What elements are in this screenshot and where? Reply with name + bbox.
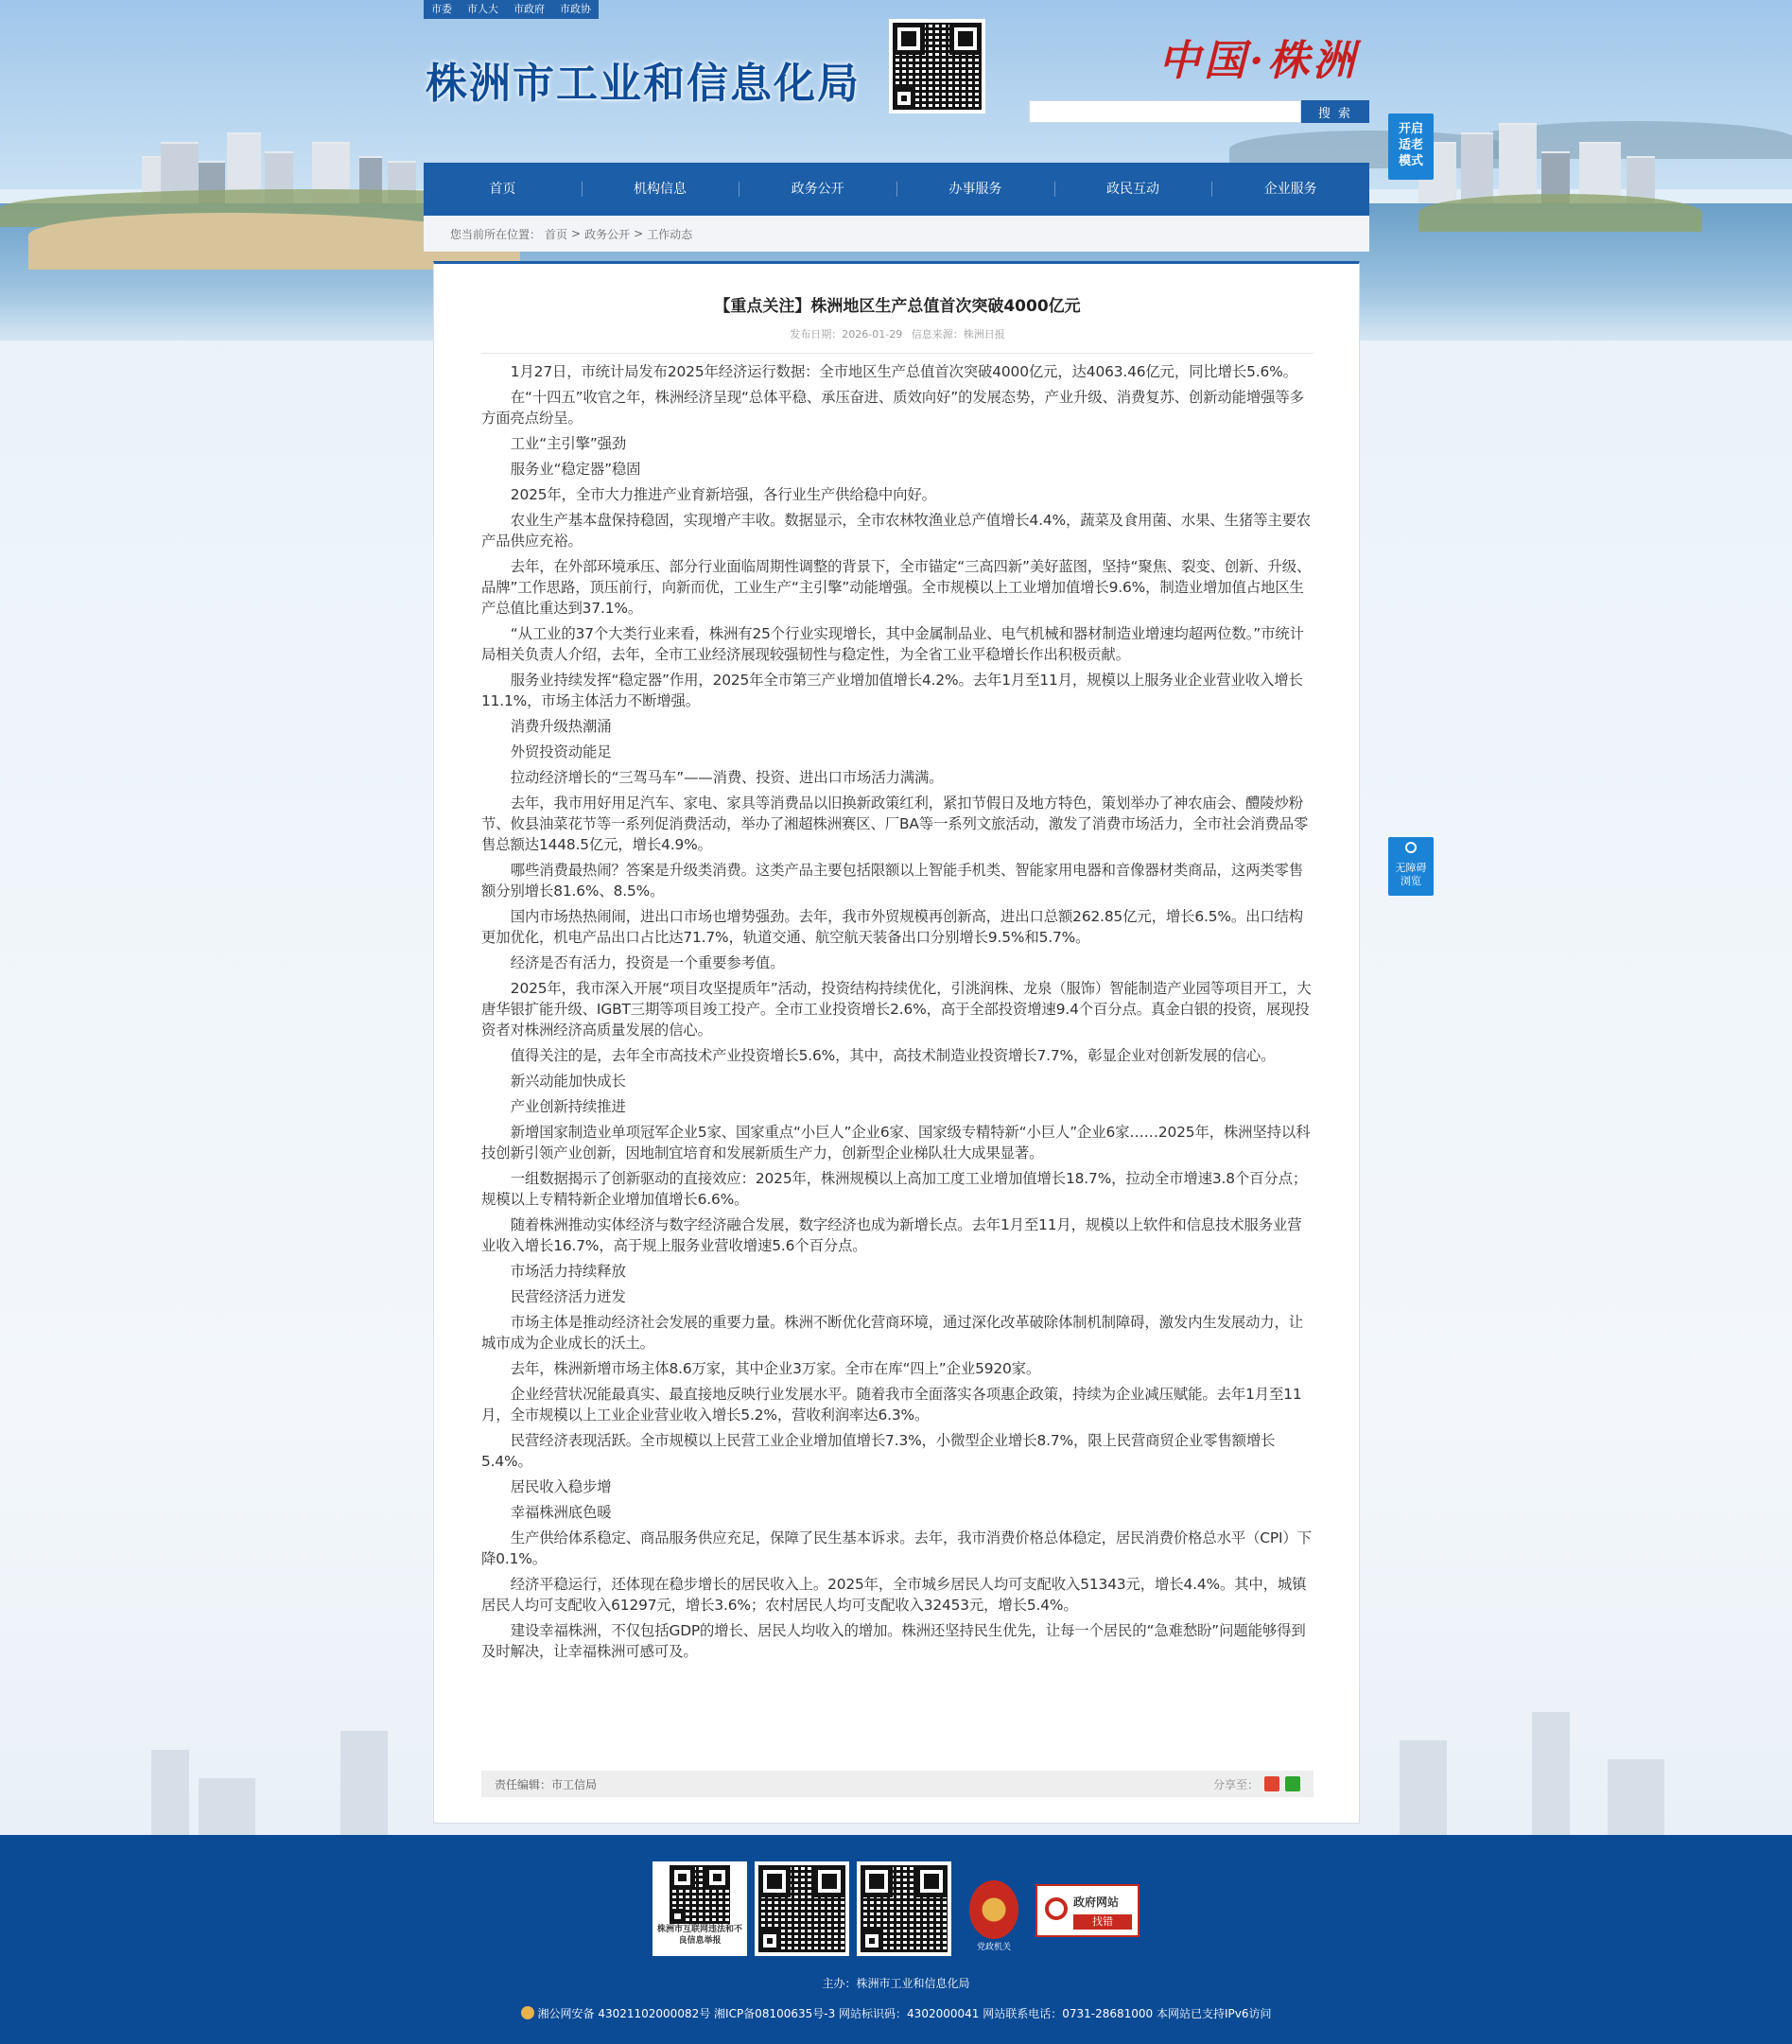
report-qr-caption: 株洲市互联网违法和不良信息举报 — [656, 1925, 742, 1946]
footer — [0, 1835, 1792, 2044]
article-paragraph: 一组数据揭示了创新驱动的直接效应：2025年，株洲规模以上高加工度工业增加值增长18.7%，拉动全市增速3.8个百分点；规模以上专精特新企业增加值增长6.6%。 — [481, 1170, 1308, 1208]
article-paragraph: 农业生产基本盘保持稳固，实现增产丰收。数据显示，全市农林牧渔业总产值增长4.4%，蔬菜及食用菌、水果、生猪等主要农产品供应充裕。 — [481, 512, 1312, 550]
header-qr-code — [889, 19, 985, 114]
share-label: 分享至： — [1212, 1777, 1259, 1791]
article-paragraph: 建设幸福株洲，不仅包括GDP的增长、居民人均收入的增加。株洲还坚持民生优先，让每一个居民的“急难愁盼”问题能够得到及时解决，让幸福株洲可感可及。 — [481, 1622, 1306, 1660]
magnifier-icon — [1045, 1897, 1068, 1920]
top-links — [424, 0, 599, 19]
article-paragraph: 在“十四五”收官之年，株洲经济呈现“总体平稳、承压奋进、质效向好”的发展态势，产业升级、消费复苏、创新动能增强等多方面亮点纷呈。 — [481, 389, 1304, 427]
weibo-share-icon[interactable] — [1264, 1776, 1279, 1791]
nav-home[interactable]: 首页 — [489, 182, 516, 197]
share-area — [1213, 1776, 1300, 1792]
source-label: 信息来源： — [911, 328, 964, 341]
elder-mode-label: 开启适老模式 — [1398, 122, 1423, 168]
article-paragraph: 哪些消费最热闹？答案是升级类消费。这类产品主要包括限额以上智能手机类、智能家用电器和音像器材类商品，这两类零售额分别增长81.6%、8.5%。 — [481, 862, 1304, 900]
publish-date: 2026-01-29 — [842, 328, 903, 341]
search-input[interactable] — [1029, 100, 1301, 123]
breadcrumb-work-news[interactable]: 工作动态 — [647, 227, 693, 241]
article-paragraph: 民营经济表现活跃。全市规模以上民营工业企业增加值增长7.3%，小微型企业增长8.7%，限上民营商贸企业零售额增长5.4%。 — [481, 1432, 1276, 1470]
article-paragraph: 服务业持续发挥“稳定器”作用，2025年全市第三产业增加值增长4.2%。去年1月至11月，规模以上服务业企业营业收入增长11.1%，市场主体活力不断增强。 — [481, 672, 1303, 709]
article-paragraph: 企业经营状况能最真实、最直接地反映行业发展水平。随着我市全面落实各项惠企政策，持续为企业减压赋能。去年1月至11月，全市规模以上工业企业营业收入增长5.2%，营收利润率达6.3%。 — [481, 1386, 1302, 1424]
icp-text: 湘公网安备 43021102000082号 湘ICP备08100635号-3 网站标识码：4302000041 网站联系电话：0731-28681000 本网站已支持IPv6访问 — [537, 2007, 1272, 2020]
source: 株洲日报 — [963, 328, 1005, 341]
article-paragraph: 值得关注的是，去年全市高技术产业投资增长5.6%，其中，高技术制造业投资增长7.7%，彰显企业对创新发展的信心。 — [510, 1047, 1276, 1064]
article-paragraph: 1月27日，市统计局发布2025年经济运行数据：全市地区生产总值首次突破4000亿元，达4063.46亿元，同比增长5.6%。 — [510, 363, 1297, 380]
find-error-label: 找错 — [1073, 1914, 1132, 1930]
top-link-party[interactable]: 市委 — [431, 3, 452, 15]
nav-interaction[interactable]: 政民互动 — [1054, 163, 1212, 216]
breadcrumb-public-affairs[interactable]: 政务公开 — [584, 227, 631, 241]
site-title[interactable]: 株洲市工业和信息化局 — [426, 60, 861, 108]
main-navigation — [424, 163, 1369, 216]
nav-services[interactable]: 办事服务 — [896, 163, 1054, 216]
breadcrumb — [424, 216, 1369, 252]
article-paragraph: 新增国家制造业单项冠军企业5家、国家重点“小巨人”企业6家、国家级专精特新“小巨人”企业6家……2025年，株洲坚持以科技创新引领产业创新，因地制宜培育和发展新质生产力，创新型企业梯队壮大成果显著。 — [481, 1124, 1311, 1162]
article-paragraph: 拉动经济增长的“三驾马车”——消费、投资、进出口市场活力满满。 — [510, 769, 944, 786]
article-meta — [434, 326, 1361, 341]
article-body — [481, 361, 1314, 1667]
nav-public-affairs[interactable]: 政务公开 — [739, 163, 896, 216]
sponsor-text: 主办：株洲市工业和信息化局 — [822, 1977, 970, 1990]
publish-date-label: 发布日期： — [790, 328, 843, 341]
china-zhuzhou-logo: 中国·株洲 — [1158, 37, 1359, 85]
accessibility-icon — [1405, 842, 1417, 853]
article-card — [433, 261, 1360, 1824]
editor-label: 责任编辑： — [495, 1777, 552, 1791]
breadcrumb-separator: > — [634, 227, 644, 240]
article-paragraph: 新兴动能加快成长 — [510, 1073, 626, 1090]
article-paragraph: 随着株洲推动实体经济与数字经济融合发展，数字经济也成为新增长点。去年1月至11月，规模以上软件和信息技术服务业营业收入增长16.7%，高于规上服务业营收增速5.6个百分点。 — [481, 1216, 1302, 1254]
editor: 市工信局 — [551, 1777, 598, 1791]
top-link-congress[interactable]: 市人大 — [467, 3, 498, 15]
article-paragraph: 居民收入稳步增 — [510, 1478, 612, 1495]
article-paragraph: 国内市场热热闹闹，进出口市场也增势强劲。去年，我市外贸规模再创新高，进出口总额262.85亿元，增长6.5%。出口结构更加优化，机电产品出口占比达71.7%，轨道交通、航空航天装备出口分别增长9.5%和5.7%。 — [481, 908, 1304, 946]
top-link-cppcc[interactable]: 市政协 — [560, 3, 591, 15]
article-paragraph: 工业“主引擎”强劲 — [510, 435, 627, 452]
article-paragraph: 生产供给体系稳定、商品服务供应充足，保障了民生基本诉求。去年，我市消费价格总体稳定，居民消费价格总水平（CPI）下降0.1%。 — [481, 1529, 1312, 1567]
wechat-share-icon[interactable] — [1285, 1776, 1300, 1791]
top-link-government[interactable]: 市政府 — [513, 3, 545, 15]
article-paragraph: 民营经济活力迸发 — [510, 1288, 626, 1305]
article-paragraph: 产业创新持续推进 — [510, 1098, 626, 1115]
footer-qr-code-3 — [857, 1861, 951, 1956]
article-paragraph: 去年，株洲新增市场主体8.6万家，其中企业3万家。全市在库“四上”企业5920家。 — [510, 1360, 1041, 1377]
article-paragraph: 服务业“稳定器”稳固 — [510, 461, 641, 478]
footer-qr-code-2 — [755, 1861, 849, 1956]
search-bar — [1029, 100, 1369, 123]
accessibility-button[interactable] — [1388, 837, 1434, 896]
search-button[interactable]: 搜 索 — [1301, 100, 1369, 123]
title-divider — [481, 353, 1314, 354]
article-paragraph: 经济平稳运行，还体现在稳步增长的居民收入上。2025年，全市城乡居民人均可支配收入51343元，增长4.4%。其中，城镇居民人均可支配收入61297元，增长3.6%；农村居民人均可支配收入32453元，增长5.4%。 — [481, 1576, 1307, 1614]
article-paragraph: 幸福株洲底色暖 — [510, 1504, 612, 1521]
nav-organization[interactable]: 机构信息 — [582, 163, 739, 216]
article-paragraph: 2025年，全市大力推进产业育新培强，各行业生产供给稳中向好。 — [510, 486, 936, 503]
icp-info — [0, 2005, 1792, 2021]
gov-site-error-report[interactable] — [1035, 1884, 1140, 1937]
article-paragraph: 消费升级热潮涌 — [510, 718, 612, 735]
police-badge-icon — [521, 2006, 534, 2019]
elder-mode-button[interactable] — [1388, 114, 1434, 180]
report-qr-code[interactable] — [652, 1861, 747, 1956]
party-gov-badge-icon[interactable] — [969, 1880, 1018, 1952]
article-paragraph: 2025年，我市深入开展“项目攻坚提质年”活动，投资结构持续优化，引洮润株、龙泉（服饰）智能制造产业园等项目开工，大唐华银扩能升级、IGBT三期等项目竣工投产。全市工业投资增长2.6%，高于全部投资增速9.4个百分点。真金白银的投资，展现投资者对株洲经济高质量发展的信心。 — [481, 980, 1312, 1039]
breadcrumb-prefix: 您当前所在位置： — [450, 227, 542, 241]
article-paragraph: 去年，我市用好用足汽车、家电、家具等消费品以旧换新政策红利，紧扣节假日及地方特色，策划举办了神农庙会、醴陵炒粉节、攸县油菜花节等一系列促消费活动，举办了湘超株洲赛区、厂BA等一系列文旅活动，激发了消费市场活力，全市社会消费品零售总额达1448.5亿元，增长4.9%。 — [481, 795, 1309, 853]
party-gov-badge-label: 党政机关 — [976, 1943, 1011, 1952]
article-paragraph: 经济是否有活力，投资是一个重要参考值。 — [510, 954, 785, 971]
nav-enterprise[interactable]: 企业服务 — [1211, 163, 1369, 216]
article-paragraph: 市场主体是推动经济社会发展的重要力量。株洲不断优化营商环境，通过深化改革破除体制机制障碍，激发内生发展动力，让城市成为企业成长的沃土。 — [481, 1314, 1304, 1352]
accessibility-label: 无障碍浏览 — [1395, 862, 1427, 887]
article-paragraph: 市场活力持续释放 — [510, 1263, 626, 1280]
article-footer-bar — [481, 1771, 1314, 1797]
article-paragraph: 外贸投资动能足 — [510, 743, 612, 760]
article-title: 【重点关注】株洲地区生产总值首次突破4000亿元 — [714, 297, 1081, 316]
breadcrumb-separator: > — [571, 227, 582, 240]
article-paragraph: 去年，在外部环境承压、部分行业面临周期性调整的背景下，全市锚定“三高四新”美好蓝图，坚持“聚焦、裂变、创新、升级、品牌”工作思路，顶压前行，向新而优，工业生产“主引擎”动能增强。全市规模以上工业增加值增长9.6%，制造业增加值占地区生产总值比重达到37.1%。 — [481, 558, 1312, 617]
article-paragraph: “从工业的37个大类行业来看，株洲有25个行业实现增长，其中金属制品业、电气机械和器材制造业增速均超两位数。”市统计局相关负责人介绍，去年，全市工业经济展现较强韧性与稳定性，为全省工业平稳增长作出积极贡献。 — [481, 625, 1304, 663]
gov-site-label: 政府网站 — [1073, 1896, 1120, 1909]
breadcrumb-home[interactable]: 首页 — [545, 227, 568, 241]
